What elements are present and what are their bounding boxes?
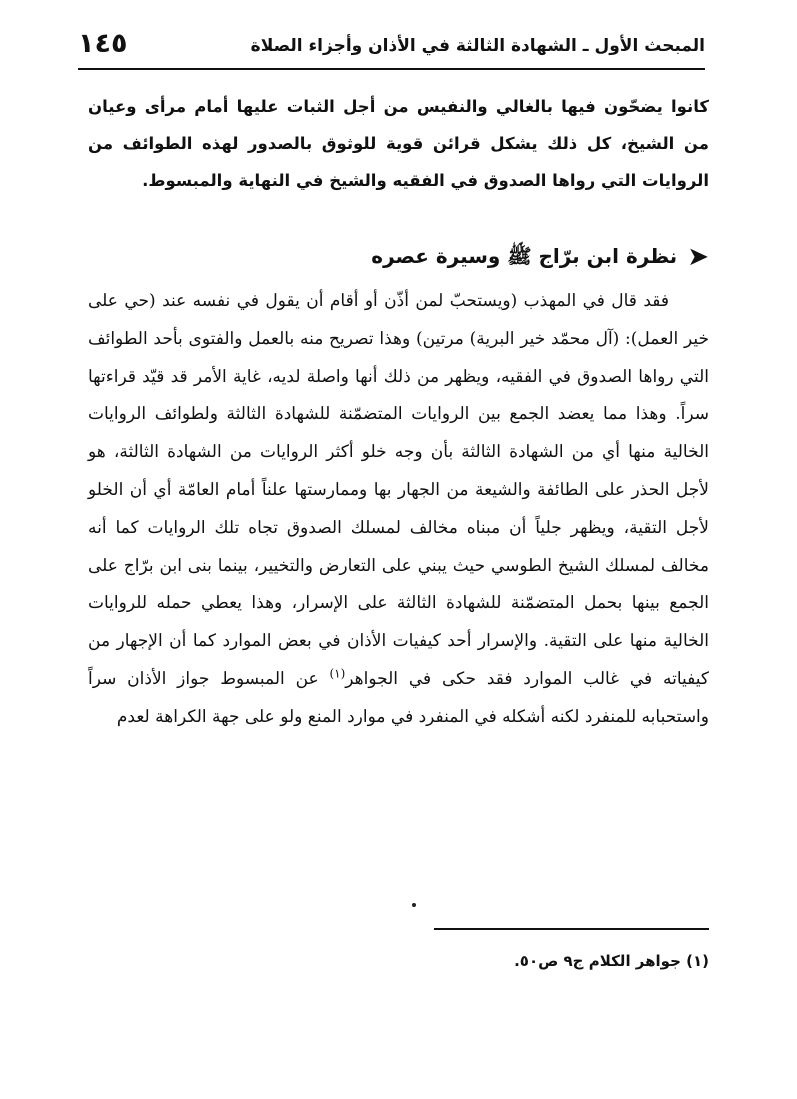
stray-dot bbox=[412, 903, 416, 907]
section-paragraph bbox=[88, 283, 709, 737]
section-paragraph-text-1: فقد قال في المهذب (ويستحبّ لمن أذّن أو أقام أن يقول في نفسه عند (حي على خير العمل): (آل محمّد خير البرية) مرتين) وهذا تصريح منه بالعمل والفتوى بأحد الطوائف التي رواها الصدوق في الفقيه، ويظهر من ذلك أنها واصلة لديه، غاية الأمر قد قيّد قراءتها سراً. وهذا مما يعضد الجمع بين الروايات المتضمّنة للشهادة الثالثة ولطوائف الروايات الخالية منها أي من الشهادة الثالثة بأن وجه خلو أكثر الروايات من الشهادة الثالثة، هو لأجل الحذر على الطائفة والشيعة من الجهار بها وممارستها علناً أمام العامّة أي أن الخلو لأجل التقية، ويظهر جلياً أن مبناه مخالف لمسلك الصدوق تجاه تلك الروايات كما أنه مخالف لمسلك الشيخ الطوسي حيث يبني على التعارض والتخيير، بينما بنى ابن برّاج على الجمع بينها بحمل المتضمّنة للشهادة الثالثة على الإسرار، وهذا يعطي حمله للروايات الخالية منها على التقية. والإسرار أحد كيفيات الأذان في بعض الموارد كما أن الإجهار من كيفياته في غالب الموارد فقد حكى في الجواهر bbox=[88, 291, 709, 689]
running-header bbox=[78, 28, 705, 70]
section-heading bbox=[88, 238, 709, 274]
footnote-reference[interactable]: (١) bbox=[329, 666, 346, 681]
section-heading-text: نظرة ابن برّاج ﷺ وسيرة عصره bbox=[371, 244, 678, 268]
footnote: (١) جواهر الكلام ج٩ ص٥٠. bbox=[514, 952, 709, 970]
header-title: المبحث الأول ـ الشهادة الثالثة في الأذان وأجزاء الصلاة bbox=[250, 36, 705, 56]
intro-paragraph: كانوا يضحّون فيها بالغالي والنفيس من أجل الثبات عليها أمام مرأى وعيان من الشيخ، كل ذلك يشكل قرائن قوية للوثوق بالصدور لهذه الطوائف من الروايات التي رواها الصدوق في الفقيه والشيخ في النهاية والمبسوط. bbox=[88, 97, 709, 190]
footnote-divider bbox=[434, 928, 709, 930]
arrow-bullet-icon: ➤ bbox=[687, 242, 709, 272]
page-number: ١٤٥ bbox=[78, 28, 128, 59]
section-paragraph-text-2: عن المبسوط جواز الأذان سراً واستحبابه للمنفرد لكنه أشكله في المنفرد في موارد المنع ولو على جهة الكراهة لعدم bbox=[88, 668, 709, 727]
